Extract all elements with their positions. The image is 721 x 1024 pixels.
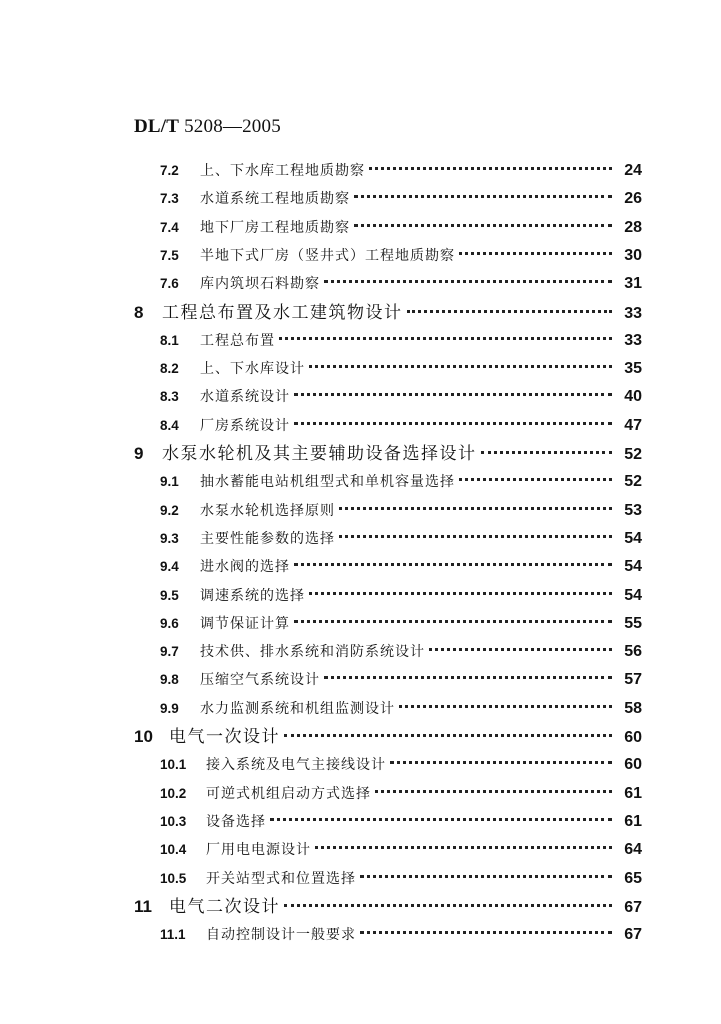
toc-entry-page-number: 28 [624, 218, 642, 236]
toc-entry-page-number: 64 [624, 841, 642, 859]
toc-entry-page-number: 33 [624, 304, 642, 322]
dot-leader [309, 365, 612, 368]
toc-entry-page-number: 52 [624, 446, 642, 463]
toc-chapter-entry [134, 725, 642, 749]
toc-chapter-entry [134, 895, 642, 919]
toc-section-entry [160, 640, 642, 664]
toc-entry-page-number: 67 [624, 898, 642, 916]
toc-entry-title: 厂房系统设计 [200, 417, 290, 434]
toc-entry-page-number: 57 [624, 671, 642, 689]
toc-entry-title: 水泵水轮机及其主要辅助设备选择设计 [162, 444, 477, 464]
dot-leader [429, 648, 612, 651]
toc-entry-number: 7.2 [160, 163, 179, 178]
toc-entry-page-number: 33 [624, 331, 642, 349]
toc-section-entry [160, 923, 642, 947]
toc-entry-title: 上、下水库设计 [200, 361, 305, 378]
toc-section-entry [160, 555, 642, 579]
toc-entry-number: 9 [134, 444, 144, 463]
toc-entry-page-number: 55 [624, 614, 642, 632]
toc-entry-page-number: 24 [624, 162, 642, 179]
dot-leader [309, 592, 612, 595]
toc-entry-page-number: 58 [624, 699, 642, 717]
toc-entry-page-number: 65 [624, 869, 642, 887]
toc-section-entry [160, 668, 642, 692]
dot-leader [390, 761, 612, 764]
dot-leader [481, 451, 613, 454]
toc-section-entry [160, 357, 642, 381]
toc-entry-title: 地下厂房工程地质勘察 [200, 219, 350, 236]
toc-section-entry [160, 187, 642, 211]
toc-entry-title: 进水阀的选择 [200, 559, 290, 576]
toc-entry-page-number: 56 [624, 643, 642, 661]
toc-section-entry [160, 385, 642, 409]
toc-entry-page-number: 54 [624, 529, 642, 547]
toc-entry-title: 电气二次设计 [169, 896, 280, 917]
toc-entry-number: 9.7 [160, 644, 179, 660]
toc-entry-number: 7.3 [160, 191, 179, 207]
toc-entry-title: 工程总布置 [200, 332, 275, 349]
dot-leader [324, 676, 612, 679]
toc-entry-number: 7.5 [160, 247, 179, 263]
toc-entry-title: 水泵水轮机选择原则 [200, 502, 335, 519]
dot-leader [375, 790, 612, 793]
toc-entry-title: 水道系统设计 [200, 389, 290, 406]
toc-entry-number: 11.1 [160, 927, 186, 943]
toc-section-entry [160, 499, 642, 523]
dot-leader [360, 931, 612, 934]
toc-chapter-entry [134, 442, 642, 466]
toc-section-entry [160, 810, 642, 834]
toc-section-entry [160, 612, 642, 636]
dot-leader [294, 422, 612, 425]
toc-entry-number: 7.4 [160, 219, 179, 235]
toc-entry-number: 9.5 [160, 587, 179, 603]
toc-entry-number: 7.6 [160, 276, 179, 292]
dot-leader [279, 337, 612, 340]
dot-leader [354, 224, 612, 227]
toc-entry-title: 电气一次设计 [169, 727, 280, 747]
toc-entry-number: 8 [134, 302, 144, 322]
dot-leader [407, 310, 613, 313]
toc-entry-page-number: 54 [624, 558, 642, 576]
toc-entry-title: 可逆式机组启动方式选择 [206, 785, 371, 802]
toc-section-entry [160, 838, 642, 862]
toc-entry-number: 8.4 [160, 417, 179, 433]
toc-entry-number: 10.2 [160, 785, 187, 801]
toc-entry-number: 11 [134, 896, 152, 916]
toc-entry-page-number: 53 [624, 501, 642, 519]
dot-leader [284, 734, 612, 737]
toc-entry-page-number: 30 [624, 246, 642, 264]
toc-entry-number: 9.2 [160, 502, 179, 518]
toc-section-entry [160, 782, 642, 806]
toc-entry-number: 10.1 [160, 757, 187, 773]
dot-leader [294, 393, 612, 396]
toc-entry-number: 9.6 [160, 615, 179, 631]
toc-entry-title: 技术供、排水系统和消防系统设计 [200, 644, 425, 661]
toc-entry-title: 设备选择 [206, 813, 266, 830]
toc-entry-page-number: 61 [624, 784, 642, 802]
toc-entry-title: 调速系统的选择 [200, 587, 305, 604]
dot-leader [360, 875, 612, 878]
toc-entry-title: 厂用电电源设计 [206, 842, 311, 859]
toc-entry-title: 半地下式厂房（竖井式）工程地质勘察 [200, 247, 455, 264]
toc-entry-title: 工程总布置及水工建筑物设计 [162, 302, 403, 323]
dot-leader [339, 535, 612, 538]
toc-entry-title: 抽水蓄能电站机组型式和单机容量选择 [200, 474, 455, 491]
toc-entry-page-number: 60 [624, 756, 642, 774]
dot-leader [294, 620, 612, 623]
toc-section-entry [160, 329, 642, 353]
dot-leader [459, 478, 612, 481]
toc-entry-number: 9.9 [160, 700, 179, 716]
dot-leader [270, 818, 612, 821]
toc-section-entry [160, 527, 642, 551]
toc-section-entry [160, 159, 642, 183]
dot-leader [399, 705, 612, 708]
toc-entry-page-number: 40 [624, 388, 642, 406]
dot-leader [324, 280, 612, 283]
dot-leader [354, 195, 612, 198]
toc-section-entry [160, 244, 642, 268]
dot-leader [284, 904, 612, 907]
dot-leader [339, 507, 612, 510]
toc-entry-page-number: 61 [624, 812, 642, 830]
toc-entry-title: 主要性能参数的选择 [200, 530, 335, 547]
toc-section-entry [160, 697, 642, 721]
toc-entry-title: 库内筑坝石料勘察 [200, 276, 320, 293]
doc-type: DL/T [134, 116, 180, 137]
toc-entry-number: 10 [134, 727, 153, 746]
toc-entry-number: 10.4 [160, 842, 187, 858]
toc-section-entry [160, 867, 642, 891]
doc-code: 5208—2005 [184, 116, 281, 137]
dot-leader [369, 167, 612, 170]
toc-entry-number: 9.8 [160, 672, 179, 688]
toc-entry-page-number: 52 [624, 473, 642, 491]
toc-entry-number: 8.1 [160, 332, 179, 348]
toc-entry-number: 9.1 [160, 474, 179, 490]
toc-entry-title: 自动控制设计一般要求 [206, 927, 356, 944]
toc-section-entry [160, 584, 642, 608]
toc-entry-title: 上、下水库工程地质勘察 [200, 163, 365, 179]
toc-section-entry [160, 414, 642, 438]
toc-entry-title: 水力监测系统和机组监测设计 [200, 700, 395, 717]
toc-entry-page-number: 47 [624, 416, 642, 434]
dot-leader [315, 846, 612, 849]
toc-entry-page-number: 60 [624, 729, 642, 746]
toc-entry-page-number: 26 [624, 190, 642, 208]
dot-leader [294, 563, 612, 566]
toc-entry-page-number: 31 [624, 275, 642, 293]
toc-entry-title: 调节保证计算 [200, 615, 290, 632]
toc-section-entry [160, 216, 642, 240]
toc-entry-title: 压缩空气系统设计 [200, 672, 320, 689]
toc-entry-number: 8.2 [160, 361, 179, 377]
toc-entry-number: 10.5 [160, 870, 187, 886]
toc-section-entry [160, 272, 642, 296]
toc-entry-title: 接入系统及电气主接线设计 [206, 757, 386, 774]
toc-section-entry [160, 753, 642, 777]
toc-entry-page-number: 67 [624, 926, 642, 944]
toc-entry-number: 8.3 [160, 389, 179, 405]
toc-section-entry [160, 470, 642, 494]
toc-entry-title: 开关站型式和位置选择 [206, 870, 356, 887]
toc-entry-number: 9.3 [160, 530, 179, 546]
toc-entry-page-number: 54 [624, 586, 642, 604]
toc-entry-number: 10.3 [160, 813, 187, 829]
toc-entry-number: 9.4 [160, 559, 179, 575]
toc-entry-title: 水道系统工程地质勘察 [200, 191, 350, 208]
toc-chapter-entry [134, 301, 642, 325]
dot-leader [459, 252, 612, 255]
toc-entry-page-number: 35 [624, 360, 642, 378]
